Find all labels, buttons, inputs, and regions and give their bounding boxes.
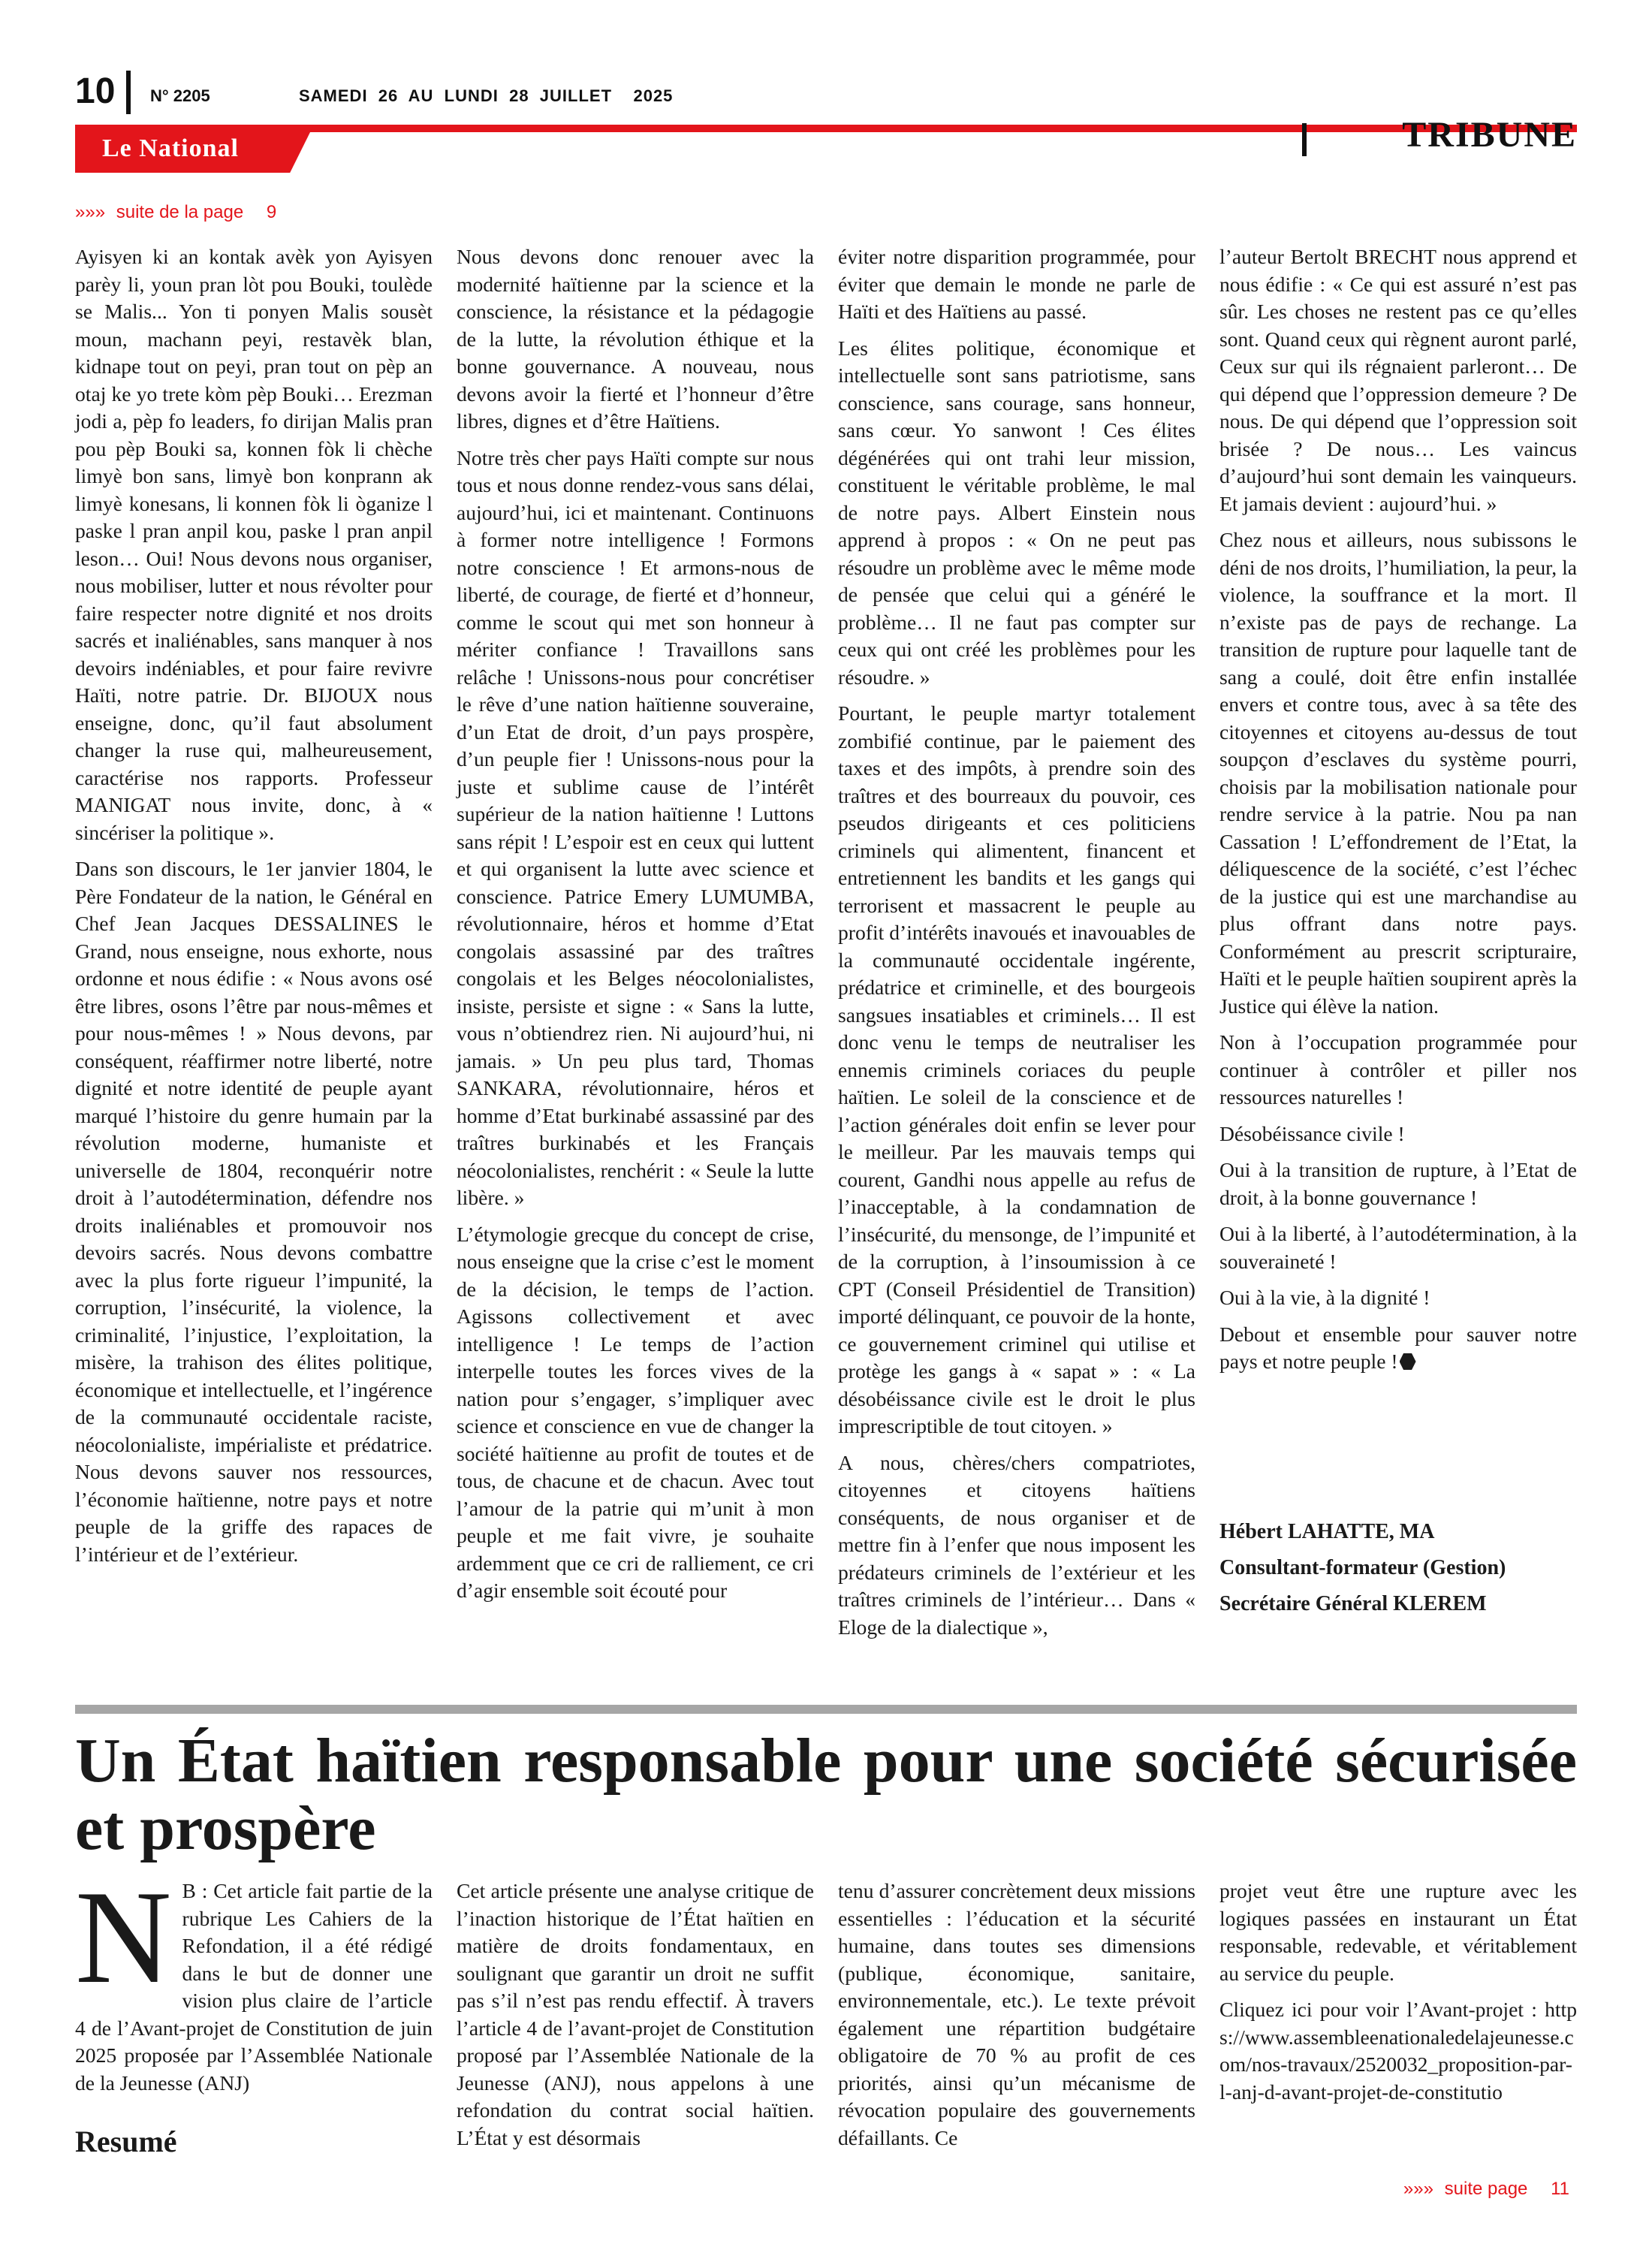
- paragraph: Oui à la vie, à la dignité !: [1219, 1286, 1430, 1309]
- paragraph: projet veut être une rupture avec les logiques passées en instaurant un État responsable, redevable, et véritablement au service du peuple.: [1219, 1879, 1577, 1985]
- author-signature: [1219, 1517, 1577, 1625]
- article1-column-2: [457, 243, 814, 1614]
- paragraph: Ayisyen ki an kontak avèk yon Ayisyen parèy li, youn pran lòt pou Bouki, toulède se Malis... Yon ti ponyen Malis sousèt moun, machann peyi, restavèk blan, kidnape tout on peyi, pran tout on pèp an otaj ke yo trete kòm pèp Bouki… Erezman jodi a, pèp fo leaders, fo dirijan Malis pran pou pèp Bouki sa, konnen fòk li chèche limyè bon sans, limyè bon konprann ak limyè konesans, li konnen fòk li òganize l paske l pran anpil kou, paske l pran anpil leson… Oui! Nous devons nous organiser, nous mobiliser, lutter et nous révolter pour faire respecter notre dignité et nos droits sacrés et inaliénables, sans manquer à nos devoirs indéniables, et pour faire revivre Haïti, notre patrie. Dr. BIJOUX nous enseigne, donc, qu’il faut absolument changer la ruse qui, malheureusement, caractérise nos rapports. Professeur MANIGAT nous invite, donc, à « sincériser la politique ».: [75, 245, 433, 844]
- paragraph: Dans son discours, le 1er janvier 1804, le Père Fondateur de la nation, le Général en Chef Jean Jacques DESSALINES le Grand, nous enseigne, nous exhorte, nous ordonne et nous édifie : « Nous avons osé être libres, osons l’être par nous-mêmes et pour nous-mêmes ! » Nous devons, par conséquent, réaffirmer notre liberté, notre dignité et notre identité de peuple ayant marqué l’histoire du genre humain par la révolution moderne, humaniste et universelle de 1804, reconquérir notre droit à l’autodétermination, défendre nos droits inaliénables et promouvoir nos devoirs sacrés. Nous devons combattre avec la plus forte rigueur l’impunité, la corruption, l’insécurité, la violence, la criminalité, l’injustice, l’exploitation, la misère, la trahison des élites politique, économique et intellectuelle, et l’ingérence de la communauté occidentale raciste, néocolonialiste, impérialiste et prédatrice. Nous devons sauver nos ressources, l’économie haïtienne, notre pays et notre peuple de la griffe des rapaces de l’intérieur et de l’extérieur.: [75, 857, 433, 1566]
- continued-arrows: »»»: [1403, 2179, 1433, 2199]
- avant-projet-link[interactable]: https://www.assembleenationaledelajeunesse.com/nos-travaux/2520032_proposition-par-l-anj-d-avant-projet-de-constitutio: [1219, 1998, 1577, 2104]
- paragraph: L’étymologie grecque du concept de crise, nous enseigne que la crise c’est le moment de la décision, le temps de l’action. Agissons collectivement et avec intelligence ! Le temps de l’action interpelle toutes les forces vives de la nation pour s’engager, s’impliquer avec science et conscience en vue de changer la société haïtienne au profit de toutes et de tous, de chacune et de chacun. Avec tout l’amour de la patrie qui m’unit à mon peuple et me fait vivre, je souhaite ardemment que ce cri de ralliement, ce cri d’agir ensemble soit écouté pour: [457, 1222, 814, 1602]
- intro-note: [75, 1862, 433, 2097]
- continued-from-link[interactable]: [75, 201, 276, 224]
- intro-text: B : Cet article fait partie de la rubrique Les Cahiers de la Refondation, il a été rédigé dans le but de donner une vision plus claire de l’article 4 de l’Avant-projet de Constitution de juin 2025 proposée par l’Assemblée Nationale de la Jeunesse (ANJ): [75, 1879, 433, 2095]
- paragraph: Notre très cher pays Haïti compte sur nous tous et nous donne rendez-vous sans délai, aujourd’hui, ici et maintenant. Continuons à former notre intelligence ! Formons notre conscience ! Et armons-nous de liberté, de courage, de fierté et d’honneur, comme le scout qui met son honneur à mériter confiance ! Travaillons sans relâche ! Unissons-nous pour concrétiser le rêve d’une nation haïtienne souveraine, d’un Etat de droit, d’un pays prospère, d’un peuple fier ! Unissons-nous pour la juste et sublime cause de l’intérêt supérieur de la nation haïtienne ! Luttons sans répit ! L’espoir est en ceux qui luttent et qui organisent la lutte avec science et conscience. Patrice Emery LUMUMBA, révolutionnaire, héros et homme d’Etat congolais assassiné par des traîtres congolais et les Belges néocolonialistes, insiste, persiste et signe : « Sans la lutte, vous n’obtiendrez rien. Ni aujourd’hui, ni jamais. » Un peu plus tard, Thomas SANKARA, révolutionnaire, héros et homme d’Etat burkinabé assassiné par des traîtres burkinabés et les Français néocolonialistes, renchérit : « Seule la lutte libère. »: [457, 445, 814, 1209]
- link-paragraph: [1219, 1996, 1577, 2106]
- page-number: 10: [75, 71, 116, 111]
- paragraph: l’auteur Bertolt BRECHT nous apprend et nous édifie : « Ce qui est assuré n’est pas sûr. Les choses ne restent pas ce qu’elles sont. Quand ceux qui règnent auront parlé, Ceux sur qui ils régnaient parleront… De qui dépend que l’oppression demeure ? De nous. De qui dépend que l’oppression soit brisée ? De nous… Les vaincus d’aujourd’hui sont demain les vainqueurs. Et jamais devient : aujourd’hui. »: [1219, 245, 1577, 515]
- brand-logo: Le National: [102, 134, 239, 162]
- link-intro: Cliquez ici pour voir l’Avant-projet :: [1219, 1998, 1545, 2021]
- article2-column-3: [838, 1878, 1195, 2161]
- author-role: Consultant-formateur (Gestion): [1219, 1556, 1506, 1579]
- closing-text: Debout et ensemble pour sauver notre pays et notre peuple !: [1219, 1322, 1577, 1373]
- paragraph: Non à l’occupation programmée pour continuer à contrôler et piller nos ressources naturelles !: [1219, 1030, 1577, 1108]
- author-organization: Secrétaire Général KLEREM: [1219, 1592, 1487, 1615]
- section-divider: [1302, 123, 1307, 156]
- paragraph: Cet article présente une analyse critique de l’inaction historique de l’État haïtien en matière de droits fondamentaux, en soulignant que garantir un droit ne suffit pas s’il n’est pas rendu effectif. À travers l’article 4 de l’avant-projet de Constitution proposé par l’Assemblée Nationale de la Jeunesse (ANJ), nous appelons à une refondation du contrat social haïtien. L’État y est désormais: [457, 1879, 814, 2149]
- paragraph: A nous, chères/chers compatriotes, citoyennes et citoyens haïtiens conséquents, de nous organiser et de mettre fin à l’enfer que nous imposent les prédateurs criminels de l’extérieur et les traîtres criminels de l’intérieur… Dans « Eloge de la dialectique »,: [838, 1450, 1195, 1639]
- issue-date: SAMEDI 26 AU LUNDI 28 JUILLET 2025: [299, 86, 674, 105]
- paragraph: Chez nous et ailleurs, nous subissons le déni de nos droits, l’humiliation, la peur, la violence, la souffrance et la mort. Il n’existe pas de pays de rechange. La transition de rupture pour laquelle tant de sang a coulé, doit être enfin installée envers et contre tous, avec à sa tête des citoyennes et citoyens au-dessus de tout soupçon d’esclaves du système pourri, choisis par la mobilisation nationale pour rendre service à la patrie. Nou pa nan Cassation ! L’effondrement de l’Etat, la déliquescence de la société, c’est l’échec de la justice qui est une marchandise au plus offrant dans notre pays. Conformément au prescrit scripturaire, Haïti et le peuple haïtien soupirent après la Justice qui élève la nation.: [1219, 528, 1577, 1018]
- summary-heading: Resumé: [75, 2125, 177, 2158]
- drop-cap: N: [75, 1862, 172, 2011]
- article2-column-4: [1219, 1878, 1577, 2115]
- paragraph: Pourtant, le peuple martyr totalement zombifié continue, par le paiement des taxes et des impôts, à prendre soin des traîtres et des bourreaux du pouvoir, ces pseudos dirigeants et ces politiciens criminels qui alimentent, financent et entretiennent les bandits et les gangs qui terrorisent et massacrent le peuple au profit d’intérêts inavoués et inavouables de la communauté occidentale ingérente, prédatrice et criminelle, et des bourgeois sangsues insatiables et criminels… Il est donc venu le temps de neutraliser les ennemis criminels coriaces du peuple haïtien. Le soleil de la conscience et de l’action générales doit enfin se lever pour le meilleur. Par les mauvais temps qui courent, Gandhi nous appelle au refus de l’inacceptable, à la condamnation de l’insécurité, du mensonge, de l’impunité et de la corruption, à l’insoumission à ce CPT (Conseil Présidentiel de Transition) importé délinquant, ce pouvoir de la honte, ce gouvernement criminel qui utilise et protège les gangs à « sapat » : « La désobéissance civile est le droit le plus imprescriptible de tout citoyen. »: [838, 701, 1195, 1437]
- closing-paragraph: [1219, 1321, 1577, 1376]
- continued-text: suite page: [1444, 2179, 1528, 2199]
- paragraph: Les élites politique, économique et intellectuelle sont sans patriotisme, sans conscience, sans courage, sans honneur, sans cœur. Yo sanwont ! Ces élites dégénérées qui ont trahi leur mission, constituent le véritable problème, le mal de notre pays. Albert Einstein nous apprend à propos : « On ne peut pas résoudre un problème avec le même mode de pensée que celui qui a généré le problème… Il ne faut pas compter sur ceux qui ont créé les problèmes pour les résoudre. »: [838, 336, 1195, 689]
- header-divider: [126, 71, 131, 114]
- paragraph: Oui à la liberté, à l’autodétermination, à la souveraineté !: [1219, 1222, 1577, 1273]
- continued-arrows: »»»: [75, 202, 106, 222]
- article1-column-3: [838, 243, 1195, 1650]
- article-divider: [75, 1705, 1577, 1714]
- paragraph: éviter notre disparition programmée, pour éviter que demain le monde ne parle de Haïti et des Haïtiens au passé.: [838, 245, 1195, 323]
- section-title: TRIBUNE: [1402, 115, 1577, 155]
- article2-column-1: [75, 1862, 433, 2160]
- continued-on-link[interactable]: [1403, 2178, 1569, 2200]
- continued-page-number: 11: [1551, 2179, 1569, 2199]
- article2-column-2: [457, 1878, 814, 2161]
- continued-text: suite de la page: [116, 202, 244, 222]
- hexagon-end-mark-icon: [1400, 1353, 1416, 1370]
- article1-column-4: [1219, 243, 1577, 1385]
- article2-headline: Un État haïtien responsable pour une société sécurisée et prospère: [75, 1726, 1577, 1863]
- paragraph: Désobéissance civile !: [1219, 1121, 1405, 1145]
- continued-page-number: 9: [266, 202, 277, 222]
- paragraph: Nous devons donc renouer avec la modernité haïtienne par la science et la conscience, la résistance et la pédagogie de la lutte, la révolution éthique et la bonne gouvernance. A nouveau, nous devons avoir la fierté et l’honneur d’être libres, dignes et d’être Haïtiens.: [457, 245, 814, 433]
- article1-column-1: [75, 243, 433, 1577]
- issue-number: N° 2205: [150, 86, 210, 105]
- paragraph: Oui à la transition de rupture, à l’Etat de droit, à la bonne gouvernance !: [1219, 1158, 1577, 1209]
- paragraph: tenu d’assurer concrètement deux missions essentielles : l’éducation et la sécurité humaine, dans toutes ses dimensions (publique, économique, sanitaire, environnementale, etc.). Le texte prévoit également une répartition budgétaire obligatoire de 70 % au profit de ces priorités, ainsi qu’un mécanisme de révocation populaire des gouvernements défaillants. Ce: [838, 1879, 1195, 2149]
- author-name: Hébert LAHATTE, MA: [1219, 1520, 1435, 1543]
